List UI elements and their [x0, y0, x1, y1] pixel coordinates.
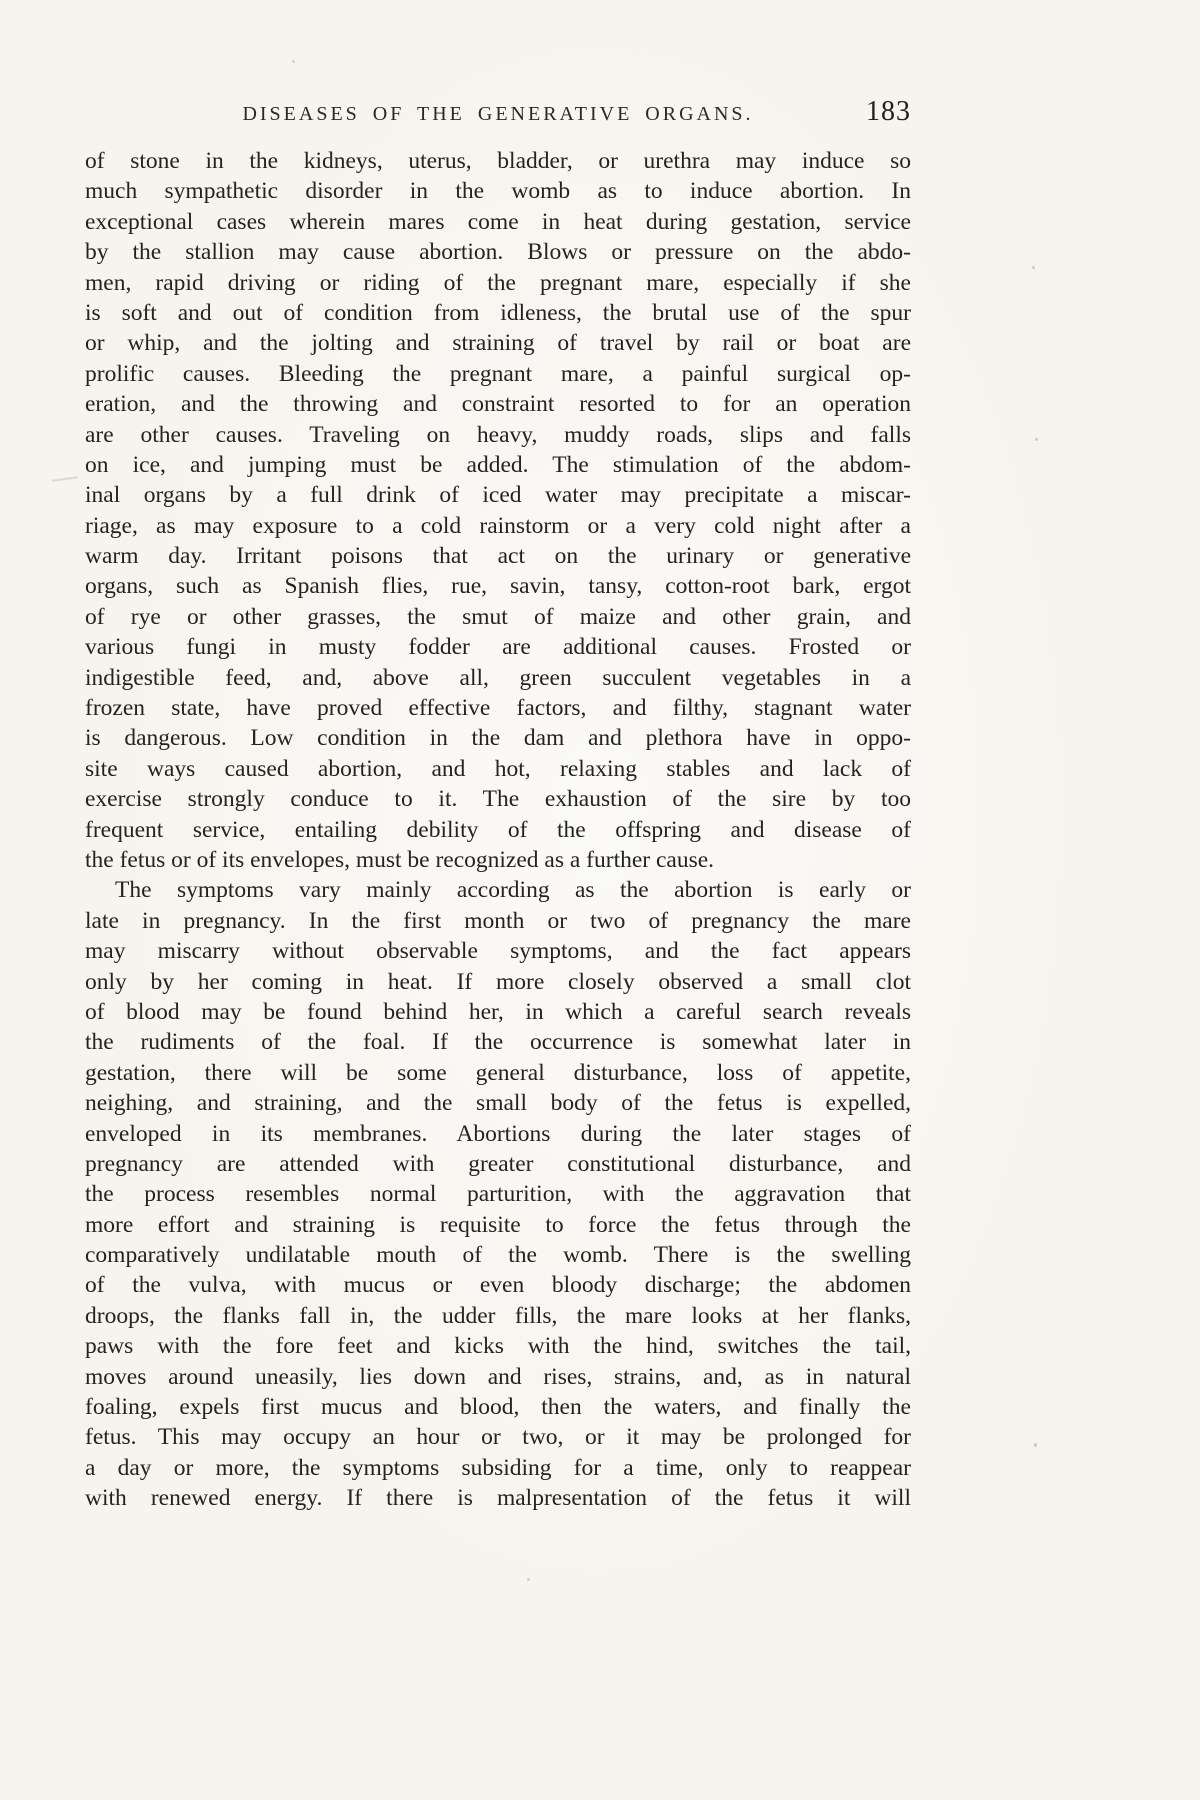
- text-line: site ways caused abortion, and hot, relaxing stables and lack of: [85, 755, 911, 782]
- text-line: gestation, there will be some general disturbance, loss of appetite,: [85, 1059, 911, 1086]
- text-line: exceptional cases wherein mares come in heat during gestation, service: [85, 208, 911, 235]
- text-line: is dangerous. Low condition in the dam and plethora have in oppo-: [85, 725, 911, 752]
- scan-speck: [52, 476, 78, 482]
- text-line: or whip, and the jolting and straining of travel by rail or boat are: [85, 330, 911, 357]
- text-line: much sympathetic disorder in the womb as to induce abortion. In: [85, 178, 911, 205]
- scan-speck: [1035, 438, 1038, 441]
- text-line: neighing, and straining, and the small body of the fetus is expelled,: [85, 1090, 911, 1117]
- scan-speck: [1032, 266, 1035, 269]
- text-line: various fungi in musty fodder are additional causes. Frosted or: [85, 634, 911, 661]
- text-line: of rye or other grasses, the smut of maize and other grain, and: [85, 603, 911, 630]
- text-line: men, rapid driving or riding of the pregnant mare, especially if she: [85, 269, 911, 296]
- text-line: eration, and the throwing and constraint resorted to for an operation: [85, 391, 911, 418]
- text-line: by the stallion may cause abortion. Blows or pressure on the abdo-: [85, 239, 911, 266]
- text-line: warm day. Irritant poisons that act on the urinary or generative: [85, 543, 911, 570]
- scan-speck: [527, 1578, 530, 1581]
- scan-speck: [292, 60, 295, 63]
- text-line: organs, such as Spanish flies, rue, savin, tansy, cotton-root bark, ergot: [85, 573, 911, 600]
- running-title: DISEASES OF THE GENERATIVE ORGANS.: [242, 103, 754, 125]
- text-line: riage, as may exposure to a cold rainstorm or a very cold night after a: [85, 512, 911, 539]
- text-line: the process resembles normal parturition, with the aggravation that: [85, 1181, 911, 1208]
- text-line: a day or more, the symptoms subsiding for a time, only to reappear: [85, 1454, 911, 1481]
- text-line: inal organs by a full drink of iced water may precipitate a miscar-: [85, 482, 911, 509]
- text-line: of stone in the kidneys, uterus, bladder, or urethra may induce so: [85, 148, 911, 174]
- page-header: [85, 96, 911, 132]
- text-line: moves around uneasily, lies down and rises, strains, and, as in natural: [85, 1363, 911, 1390]
- text-line: the fetus or of its envelopes, must be recognized as a further cause.: [85, 846, 715, 873]
- body-text: [85, 146, 911, 1514]
- text-line: frozen state, have proved effective factors, and filthy, stagnant water: [85, 695, 911, 722]
- text-line: frequent service, entailing debility of the offspring and disease of: [85, 816, 911, 843]
- text-line: more effort and straining is requisite to force the fetus through the: [85, 1211, 911, 1238]
- text-line: enveloped in its membranes. Abortions during the later stages of: [85, 1120, 911, 1147]
- text-line: paws with the fore feet and kicks with the hind, switches the tail,: [85, 1333, 911, 1360]
- text-line: only by her coming in heat. If more closely observed a small clot: [85, 968, 911, 995]
- text-line: comparatively undilatable mouth of the womb. There is the swelling: [85, 1242, 911, 1269]
- text-line: of blood may be found behind her, in which a careful search reveals: [85, 998, 911, 1025]
- text-line: exercise strongly conduce to it. The exhaustion of the sire by too: [85, 786, 911, 813]
- text-line: foaling, expels first mucus and blood, then the waters, and finally the: [85, 1394, 911, 1421]
- text-line: is soft and out of condition from idleness, the brutal use of the spur: [85, 299, 911, 326]
- text-line: prolific causes. Bleeding the pregnant mare, a painful surgical op-: [85, 360, 911, 387]
- text-line: the rudiments of the foal. If the occurrence is somewhat later in: [85, 1029, 911, 1056]
- text-line: are other causes. Traveling on heavy, muddy roads, slips and falls: [85, 421, 911, 448]
- text-line: fetus. This may occupy an hour or two, or it may be prolonged for: [85, 1424, 911, 1451]
- text-line: pregnancy are attended with greater constitutional disturbance, and: [85, 1150, 911, 1177]
- scan-speck: [1034, 1443, 1037, 1447]
- text-line: droops, the flanks fall in, the udder fills, the mare looks at her flanks,: [85, 1302, 911, 1329]
- text-line: with renewed energy. If there is malpresentation of the fetus it will: [85, 1485, 911, 1512]
- text-line: The symptoms vary mainly according as the abortion is early or: [115, 877, 911, 904]
- text-line: of the vulva, with mucus or even bloody discharge; the abdomen: [85, 1272, 911, 1299]
- text-line: late in pregnancy. In the first month or two of pregnancy the mare: [85, 907, 911, 934]
- text-line: may miscarry without observable symptoms, and the fact appears: [85, 938, 911, 965]
- page-number: 183: [866, 96, 911, 127]
- text-line: indigestible feed, and, above all, green succulent vegetables in a: [85, 664, 911, 691]
- text-line: on ice, and jumping must be added. The stimulation of the abdom-: [85, 451, 911, 478]
